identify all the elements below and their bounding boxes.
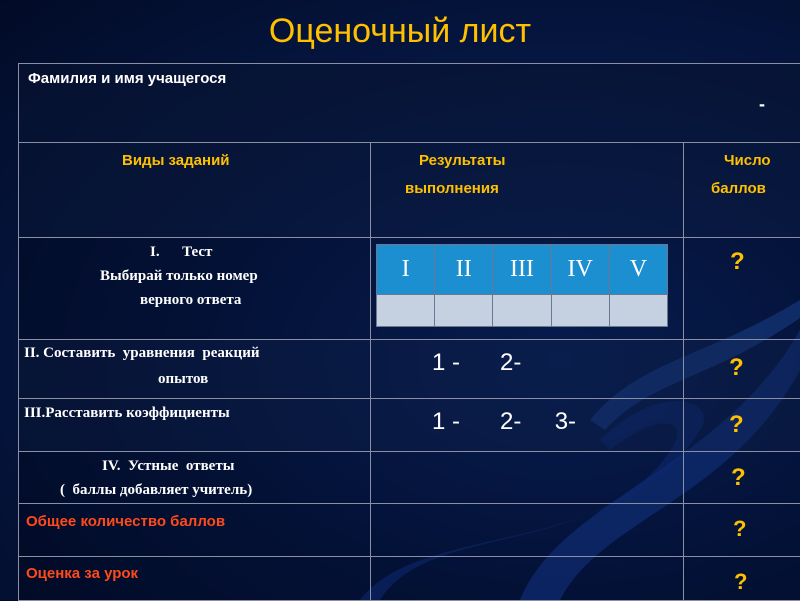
answer-col-3-input[interactable] [493,295,551,327]
coefficients-result-cell[interactable] [371,399,684,452]
test-task-line2: Выбирай только номер [100,268,258,285]
answer-col-5-input[interactable] [609,295,667,327]
coefficients-task-line1: III.Расставить коэффициенты [24,405,230,422]
header-points-line2: баллов [711,180,766,197]
answer-col-1-header: I [377,245,435,295]
answer-col-4-input[interactable] [551,295,609,327]
total-points-result-cell[interactable] [371,504,684,557]
answer-col-1-input[interactable] [377,295,435,327]
header-tasks: Виды заданий [122,152,230,169]
answer-col-2-input[interactable] [435,295,493,327]
lesson-grade-label-cell [19,557,371,601]
header-points-cell [684,143,800,238]
test-answer-grid [376,244,668,327]
evaluation-sheet-table [18,63,800,601]
student-name-cell[interactable] [19,64,800,143]
reactions-task-line2: опытов [158,371,208,388]
student-name-dash: - [759,94,765,115]
test-points-cell[interactable] [684,238,800,340]
test-answer-header-row [377,245,668,295]
coefficients-points-question-mark: ? [729,411,744,439]
test-task-cell [19,238,371,340]
total-points-question-mark: ? [733,516,746,542]
oral-answers-result-cell[interactable] [371,452,684,504]
oral-answers-row [19,452,800,504]
test-answer-input-row [377,295,668,327]
coefficients-row [19,399,800,452]
lesson-grade-row [19,557,800,601]
coefficients-task-cell [19,399,371,452]
reactions-result-text: 1 - 2- [432,349,521,377]
oral-answers-task-cell [19,452,371,504]
header-results-line1: Результаты [419,152,505,169]
header-row [19,143,800,238]
answer-col-2-header: II [435,245,493,295]
header-points-line1: Число [724,152,771,169]
student-name-label: Фамилия и имя учащегося [28,70,226,87]
reactions-result-cell[interactable] [371,340,684,399]
lesson-grade-value-cell[interactable] [684,557,800,601]
test-task-line3: верного ответа [140,292,241,309]
lesson-grade-question-mark: ? [734,569,747,595]
reactions-task-cell [19,340,371,399]
reactions-task-line1: II. Составить уравнения реакций [24,345,259,362]
total-points-label-cell [19,504,371,557]
coefficients-points-cell[interactable] [684,399,800,452]
answer-col-3-header: III [493,245,551,295]
reactions-points-question-mark: ? [729,354,744,382]
page-title: Оценочный лист [0,12,800,51]
header-tasks-cell [19,143,371,238]
answer-col-4-header: IV [551,245,609,295]
oral-answers-task-line1: IV. Устные ответы [102,458,234,475]
oral-answers-task-line2: ( баллы добавляет учитель) [60,482,252,499]
test-row [19,238,800,340]
test-result-cell [371,238,684,340]
total-points-value-cell[interactable] [684,504,800,557]
header-results-cell [371,143,684,238]
test-points-question-mark: ? [730,248,745,276]
lesson-grade-result-cell[interactable] [371,557,684,601]
oral-answers-points-question-mark: ? [731,464,746,492]
lesson-grade-label: Оценка за урок [26,565,138,582]
reactions-points-cell[interactable] [684,340,800,399]
answer-col-5-header: V [609,245,667,295]
student-name-row [19,64,800,143]
total-points-row [19,504,800,557]
header-results-line2: выполнения [405,180,499,197]
coefficients-result-text: 1 - 2- 3- [432,408,576,436]
oral-answers-points-cell[interactable] [684,452,800,504]
test-task-line1: I. Тест [150,244,212,261]
total-points-label: Общее количество баллов [26,513,225,530]
reactions-row [19,340,800,399]
